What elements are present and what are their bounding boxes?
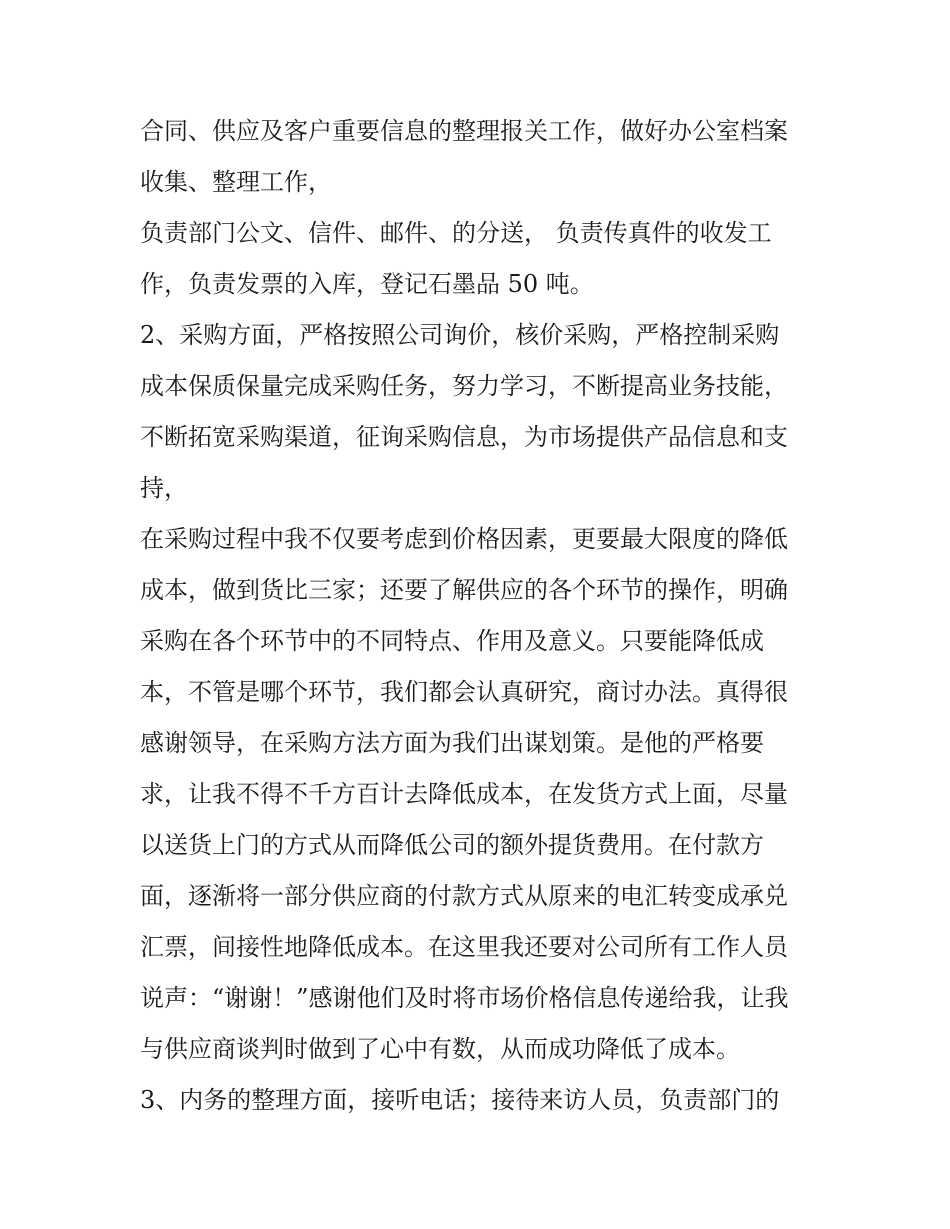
text-line: 感谢领导，在采购方法方面为我们出谋划策。是他的严格要: [140, 729, 764, 757]
text-line: 合同、供应及客户重要信息的整理报关工作，做好办公室档案: [140, 117, 788, 145]
text-line: 采购在各个环节中的不同特点、作用及意义。只要能降低成: [140, 627, 764, 655]
text-line: 作，负责发票的入库，登记石墨品 50 吨。: [140, 270, 594, 298]
document-body: [140, 106, 830, 1126]
text-line: 说声：“谢谢！”感谢他们及时将市场价格信息传递给我，让我: [140, 984, 789, 1012]
text-line: 成本，做到货比三家；还要了解供应的各个环节的操作，明确: [140, 576, 788, 604]
text-line: 持，: [140, 474, 188, 502]
text-line: 收集、整理工作，: [140, 168, 332, 196]
text-line: 3、内务的整理方面，接听电话；接待来访人员，负责部门的: [140, 1086, 780, 1114]
text-line: 负责部门公文、信件、邮件、的分送， 负责传真件的收发工: [140, 219, 772, 247]
text-line: 成本保质保量完成采购任务，努力学习，不断提高业务技能，: [140, 372, 788, 400]
text-line: 与供应商谈判时做到了心中有数，从而成功降低了成本。: [140, 1035, 740, 1063]
text-line: 在采购过程中我不仅要考虑到价格因素，更要最大限度的降低: [140, 525, 788, 553]
text-line: 汇票，间接性地降低成本。在这里我还要对公司所有工作人员: [140, 933, 788, 961]
text-line: 2、采购方面，严格按照公司询价，核价采购，严格控制采购: [140, 321, 780, 349]
text-line: 面，逐渐将一部分供应商的付款方式从原来的电汇转变成承兑: [140, 882, 788, 910]
text-line: 以送货上门的方式从而降低公司的额外提货费用。在付款方: [140, 831, 764, 859]
text-line: 本，不管是哪个环节，我们都会认真研究，商讨办法。真得很: [140, 678, 788, 706]
text-line: 求，让我不得不千方百计去降低成本，在发货方式上面，尽量: [140, 780, 788, 808]
text-line: 不断拓宽采购渠道，征询采购信息，为市场提供产品信息和支: [140, 423, 788, 451]
